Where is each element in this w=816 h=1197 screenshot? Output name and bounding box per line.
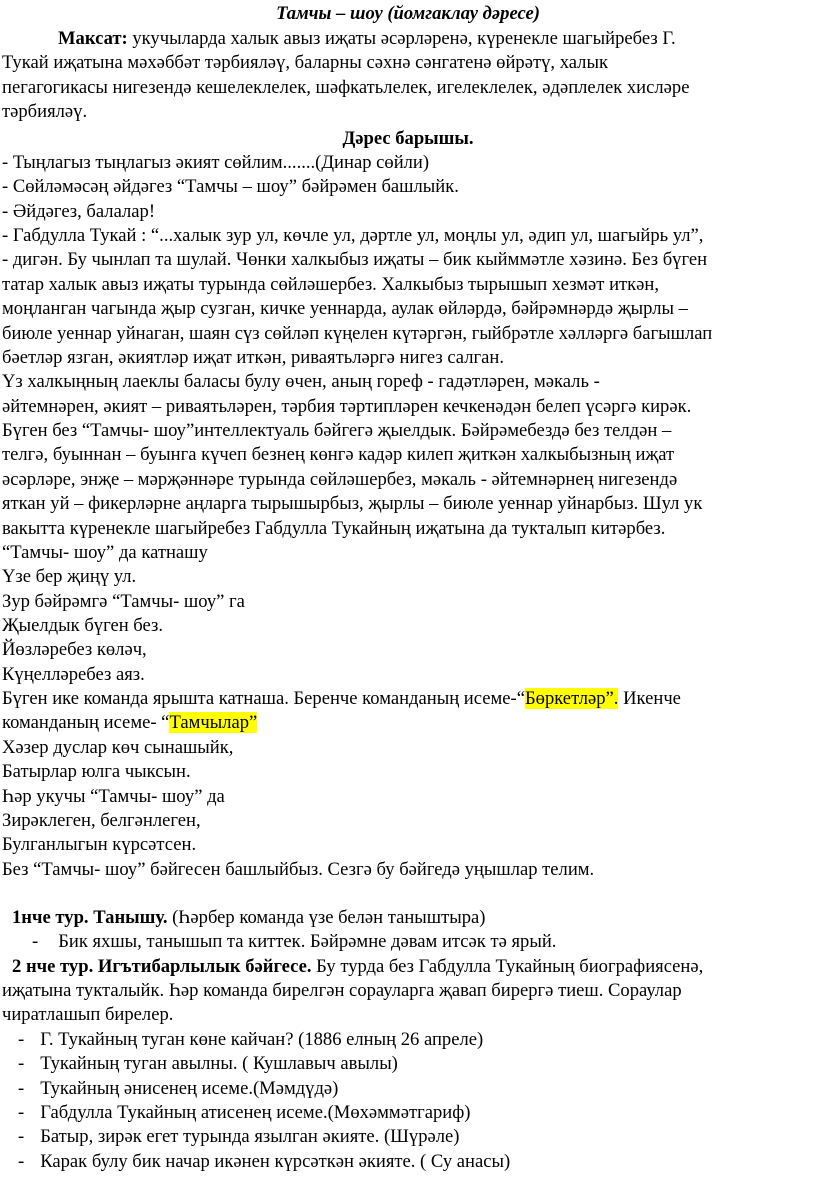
text-line: татар халык авыз иҗаты турында сөйләшербез. Халкыбыз тырышып хезмәт иткән, xyxy=(2,274,660,295)
aim-line-2: Тукай иҗатына мәхәббәт тәрбияләү, баларны сәхнә сәнгатенә өйрәтү, халык xyxy=(2,52,608,73)
dash-bullet: - xyxy=(18,1053,25,1074)
poem-line: Хәзер дуслар көч сынашыйк, xyxy=(2,737,234,758)
round-1-note xyxy=(32,930,556,954)
round-2-line-2: иҗатына тукталыйк. Һәр команда бирелгән сорауларга җавап бирергә тиеш. Сораулар xyxy=(2,980,682,1001)
text-line: бәетләр язган, әкиятләр иҗат иткән, риваятьләргә нигез салган. xyxy=(2,347,504,368)
text-line: Үз халкыңның лаеклы баласы булу өчен, аның гореф - гадәтләрен, мәкаль - xyxy=(2,371,600,392)
text-line: моңланган чагында җыр сузган, кичке уеннарда, аулак өйләрдә, бәйрәмнәрдә җырлы – xyxy=(2,298,688,319)
round-1-text: (Һәрбер команда үзе белән таныштыра) xyxy=(167,907,486,928)
team-name-highlight: Бөркетләр”. xyxy=(524,688,619,709)
text-line: вакытта күренекле шагыйребез Габдулла Тукайның иҗатына да тукталып китәрбез. xyxy=(2,518,666,539)
poem-line: Җыелдык бүген без. xyxy=(2,615,163,636)
text-line: яткан уй – фикерләрне аңларга тырышырбыз, җырлы – биюле уеннар уйнарбыз. Шул ук xyxy=(2,493,703,514)
team-name-highlight: Тамчылар” xyxy=(169,712,258,733)
poem-line: Булганлыгын күрсәтсен. xyxy=(2,834,197,855)
poem-line: Күңелләребез аяз. xyxy=(2,664,145,685)
aim-line-3: пегагогикасы нигезендә кешелеклелек, шәфкатьлелек, игелеклелек, әдәплелек хисләре xyxy=(2,77,690,98)
round-2-line xyxy=(12,955,703,979)
dash-bullet: - xyxy=(18,1102,25,1123)
round-2-text: Бу турда без Габдулла Тукайның биографиясенә, xyxy=(311,956,704,977)
dash-bullet: - xyxy=(18,1078,25,1099)
round-1-note-text: Бик яхшы, танышып та киттек. Бәйрәмне дәвам итсәк тә ярый. xyxy=(58,931,557,952)
document-title: Тамчы – шоу (йомгаклау дәресе) xyxy=(276,3,540,24)
text-line: биюле уеннар уйнаган, шаян сүз сөйләп күңелен күтәргән, гыйбрәтле хәлләргә багышлап xyxy=(2,323,713,344)
teams-text: команданың исеме- “ xyxy=(2,712,170,733)
question-text: Батыр, зирәк егет турында язылган әкияте. (Шүрәле) xyxy=(40,1126,460,1147)
question-text: Тукайның әнисенең исеме.(Мәмдүдә) xyxy=(40,1078,339,1099)
poem-line: Батырлар юлга чыксын. xyxy=(2,761,191,782)
teams-text: Икенче xyxy=(618,688,681,709)
poem-line: “Тамчы- шоу” да катнашу xyxy=(2,542,208,563)
text-line: әйтемнәрен, әкият – риваятьләрен, тәрбия тәртипләрен кечкенәдән белеп үсәргә кирәк. xyxy=(2,396,692,417)
teams-line-1 xyxy=(2,687,681,711)
question-item xyxy=(18,1125,459,1149)
text-line: - дигән. Бу чынлап та шулай. Чөнки халкыбыз иҗаты – бик кыйммәтле хәзинә. Без бүген xyxy=(2,249,708,270)
question-text: Карак булу бик начар икәнен күрсәткән әкияте. ( Су анасы) xyxy=(40,1151,511,1172)
dash-bullet: - xyxy=(32,931,39,952)
dash-bullet: - xyxy=(18,1151,25,1172)
question-text: Г. Тукайның туган көне кайчан? (1886 елның 26 апреле) xyxy=(40,1029,484,1050)
aim-text-1: укучыларда халык авыз иҗаты әсәрләренә, күренекле шагыйребез Г. xyxy=(127,28,676,49)
dash-bullet: - xyxy=(18,1126,25,1147)
question-text: Тукайның туган авылны. ( Кушлавыч авылы) xyxy=(40,1053,398,1074)
question-item xyxy=(18,1077,338,1101)
question-text: Габдулла Тукайның атисенең исеме.(Мөхәммәтгариф) xyxy=(40,1102,471,1123)
start-line: Без “Тамчы- шоу” бәйгесен башлыйбыз. Сезгә бу бәйгедә уңышлар телим. xyxy=(2,859,595,880)
poem-line: Һәр укучы “Тамчы- шоу” да xyxy=(2,786,225,807)
round-2-label: 2 нче тур. Игътибарлылык бәйгесе. xyxy=(12,956,312,977)
text-line: телгә, буыннан – буынга күчеп безнең көнгә кадәр килеп җиткән халкыбызның иҗат xyxy=(2,444,675,465)
question-item xyxy=(18,1150,510,1174)
aim-line-4: тәрбияләү. xyxy=(2,101,88,122)
question-item xyxy=(18,1028,483,1052)
round-2-line-3: чиратлашып бирелер. xyxy=(2,1004,174,1025)
question-item xyxy=(18,1052,398,1076)
dash-bullet: - xyxy=(18,1029,25,1050)
poem-line: Зур бәйрәмгә “Тамчы- шоу” га xyxy=(2,591,245,612)
text-line: - Тыңлагыз тыңлагыз әкият сөйлим.......(Динар сөйли) xyxy=(2,152,430,173)
aim-line-1 xyxy=(58,27,676,51)
poem-line: Үзе бер җиңү ул. xyxy=(2,566,137,587)
round-1-label: 1нче тур. Танышу. xyxy=(12,907,168,928)
text-line: - Габдулла Тукай : “...халык зур ул, көчле ул, дәртле ул, моңлы ул, әдип ул, шагыйрь ул”, xyxy=(2,225,704,246)
question-item xyxy=(18,1101,470,1125)
course-heading: Дәрес барышы. xyxy=(342,128,474,149)
teams-line-2 xyxy=(2,711,257,735)
aim-label: Максат: xyxy=(58,28,128,49)
text-line: - Әйдәгез, балалар! xyxy=(2,201,156,222)
text-line: әсәрләре, энҗе – мәрҗәннәре турында сөйләшербез, мәкаль - әйтемнәрнең нигезендә xyxy=(2,469,678,490)
round-1-line xyxy=(12,906,485,930)
teams-text: Бүген ике команда ярышта катнаша. Беренче команданың исеме-“ xyxy=(2,688,525,709)
text-line: - Сөйләмәсәң әйдәгез “Тамчы – шоу” бәйрәмен башлыйк. xyxy=(2,176,459,197)
text-line: Бүген без “Тамчы- шоу”интеллектуаль бәйгегә җыелдык. Бәйрәмебездә без телдән – xyxy=(2,420,672,441)
poem-line: Зирәклеген, белгәнлеген, xyxy=(2,810,201,831)
poem-line: Йөзләребез көләч, xyxy=(2,639,147,660)
